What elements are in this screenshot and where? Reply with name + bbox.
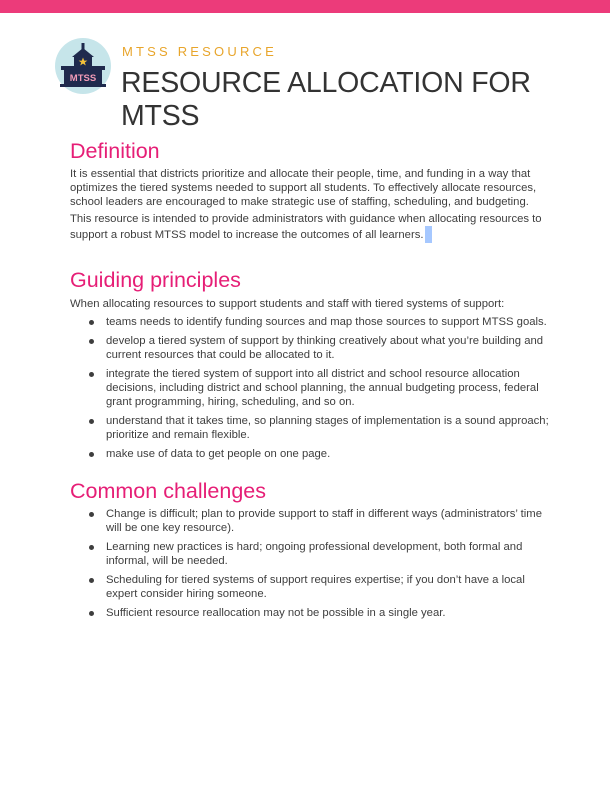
text-cursor-selection	[425, 226, 432, 243]
list-item: Scheduling for tiered systems of support requires expertise; if you don’t have a local expert consider hiring someone.	[0, 573, 556, 601]
list-item: teams needs to identify funding sources and map those sources to support MTSS goals.	[0, 315, 556, 329]
list-item: Sufficient resource reallocation may not be possible in a single year.	[0, 606, 556, 620]
list-item: make use of data to get people on one page.	[0, 447, 556, 461]
top-accent-bar	[0, 0, 610, 13]
guiding-principles-heading: Guiding principles	[70, 268, 241, 292]
list-item: Learning new practices is hard; ongoing professional development, both formal and informal, will be needed.	[0, 540, 556, 568]
page-title: RESOURCE ALLOCATION FOR MTSS	[121, 67, 531, 132]
resource-label: MTSS RESOURCE	[122, 44, 278, 59]
school-building-logo-icon	[55, 38, 111, 94]
list-item: integrate the tiered system of support into all district and school resource allocation decisions, including district and school planning, the annual budgeting process, federal grant programming, hiring, scheduling, and so on.	[0, 367, 556, 409]
common-challenges-list	[0, 507, 556, 625]
definition-paragraph-1: It is essential that districts prioritize and allocate their people, time, and funding in a way that optimizes the tiered systems needed to support all students. To effectively allocate resources, school leaders are encouraged to make strategic use of staffing, scheduling, and budgeting.	[70, 168, 537, 208]
list-item: develop a tiered system of support by thinking creatively about what you’re building and current resources that could be allocated to it.	[0, 334, 556, 362]
common-challenges-heading: Common challenges	[70, 479, 266, 503]
logo-text: MTSS	[69, 73, 97, 84]
definition-paragraph-2-text: This resource is intended to provide administrators with guidance when allocating resources to support a robust MTSS model to increase the outcomes of all learners.	[70, 213, 542, 241]
definition-heading: Definition	[70, 139, 160, 163]
guiding-principles-list	[0, 315, 556, 466]
guiding-intro: When allocating resources to support students and staff with tiered systems of support:	[70, 298, 505, 310]
list-item: understand that it takes time, so planning stages of implementation is a sound approach; prioritize and remain flexible.	[0, 414, 556, 442]
list-item: Change is difficult; plan to provide support to staff in different ways (administrators’ time will be one key resource).	[0, 507, 556, 535]
definition-paragraph-2	[70, 212, 560, 243]
